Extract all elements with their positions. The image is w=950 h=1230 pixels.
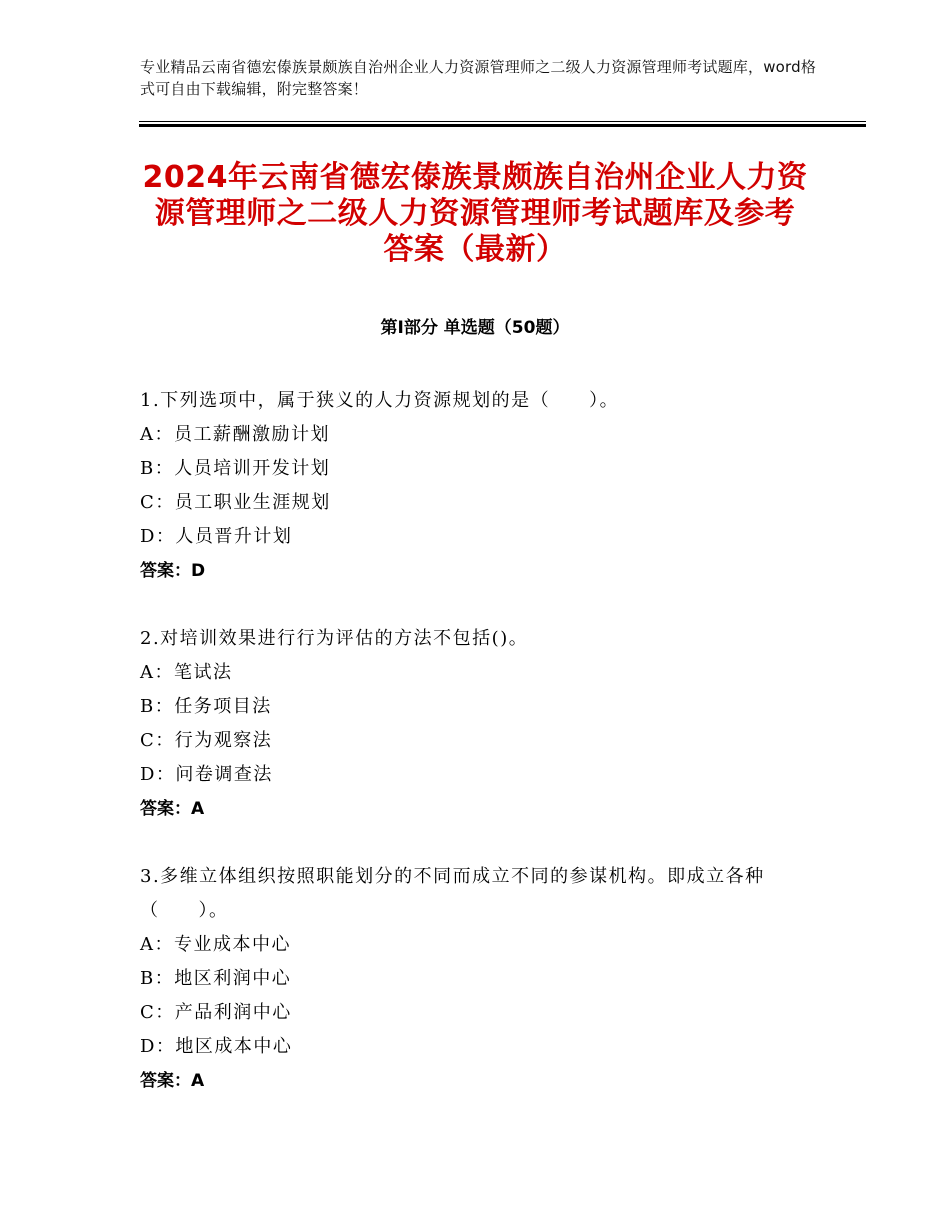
answer: 答案：A	[140, 799, 205, 819]
document-title: 2024年云南省德宏傣族景颇族自治州企业人力资源管理师之二级人力资源管理师考试题库及参考答案（最新）	[142, 160, 808, 267]
question-list	[140, 384, 820, 1132]
header-note: 专业精品云南省德宏傣族景颇族自治州企业人力资源管理师之二级人力资源管理师考试题库，word格式可自由下载编辑，附完整答案！	[140, 58, 817, 98]
option-a: A：员工薪酬激励计划	[140, 424, 330, 445]
answer: 答案：D	[140, 561, 206, 581]
question-1	[140, 384, 820, 588]
question-stem: 3.多维立体组织按照职能划分的不同而成立不同的参谋机构。即成立各种（ ）。	[140, 866, 765, 921]
option-d: D：问卷调查法	[140, 764, 273, 785]
option-b: B：地区利润中心	[140, 968, 292, 989]
option-c: C：产品利润中心	[140, 1002, 292, 1023]
option-d: D：人员晋升计划	[140, 526, 293, 547]
option-a: A：专业成本中心	[140, 934, 291, 955]
header-rule-thin	[139, 121, 866, 122]
answer: 答案：A	[140, 1071, 205, 1091]
option-d: D：地区成本中心	[140, 1036, 293, 1057]
option-b: B：人员培训开发计划	[140, 458, 331, 479]
question-2	[140, 622, 820, 826]
option-c: C：员工职业生涯规划	[140, 492, 331, 513]
option-a: A：笔试法	[140, 662, 233, 683]
option-b: B：任务项目法	[140, 696, 272, 717]
question-stem: 2.对培训效果进行行为评估的方法不包括()。	[140, 628, 529, 649]
section-title: 第Ⅰ部分 单选题（50题）	[380, 318, 570, 338]
question-stem: 1.下列选项中，属于狭义的人力资源规划的是（ ）。	[140, 390, 620, 411]
question-3	[140, 860, 820, 1098]
option-c: C：行为观察法	[140, 730, 273, 751]
header-rule-thick	[139, 124, 866, 127]
